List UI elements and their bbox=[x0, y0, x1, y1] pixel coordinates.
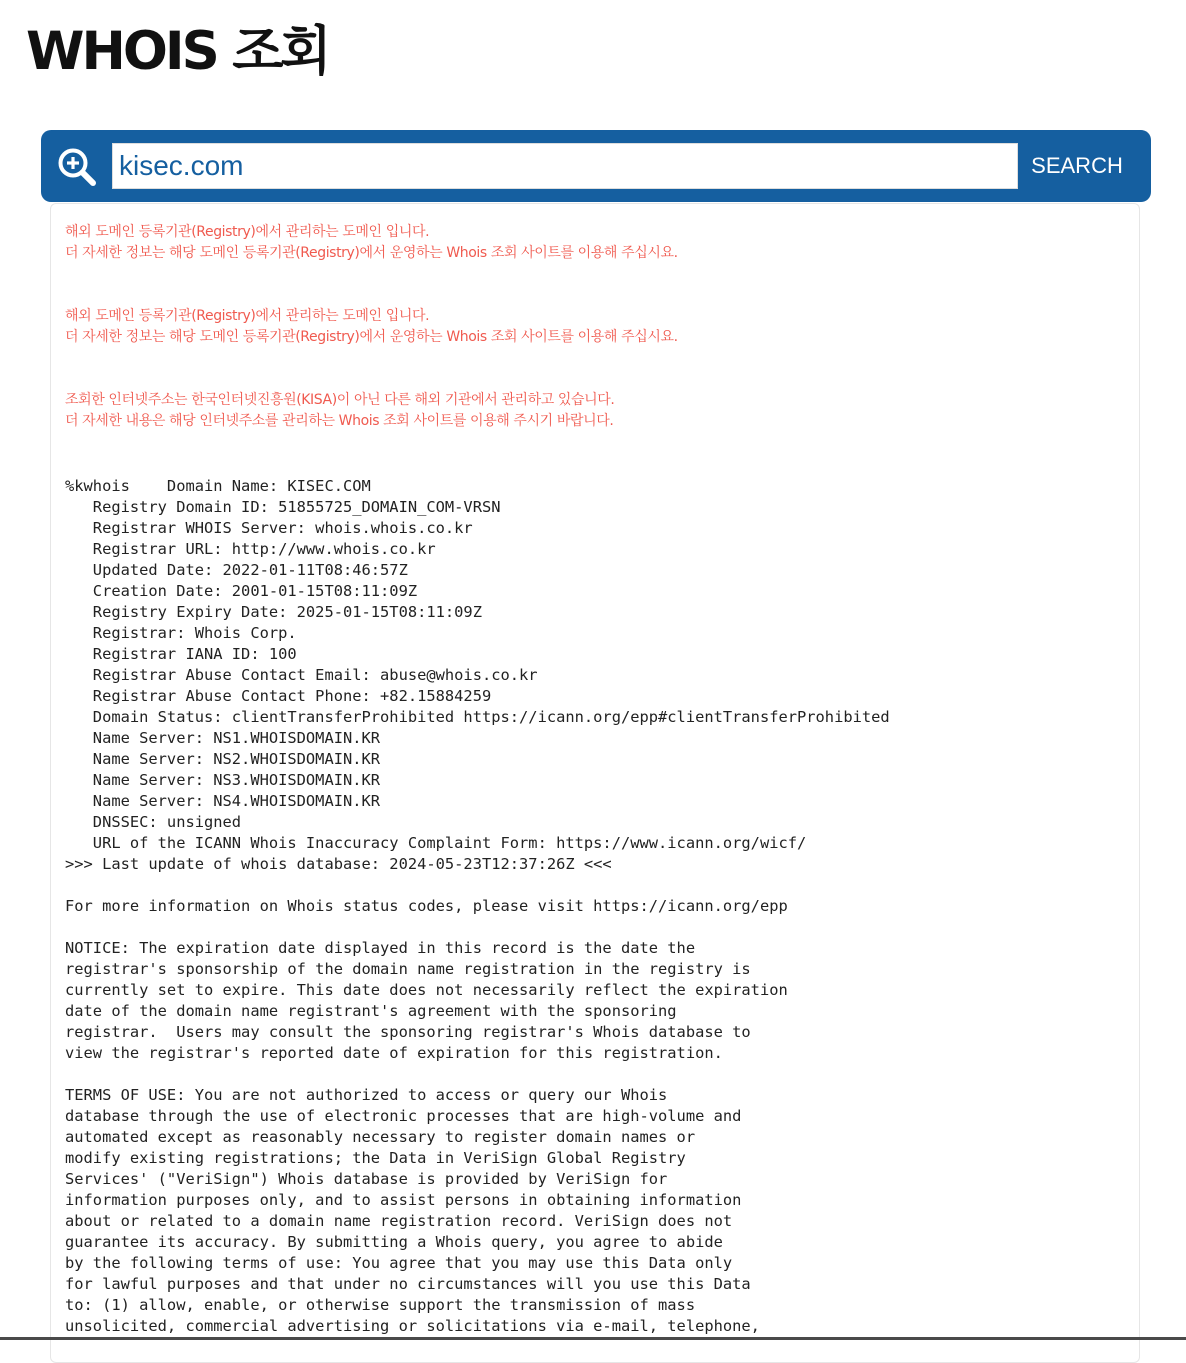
search-button[interactable]: SEARCH bbox=[1018, 143, 1136, 189]
notice-line: 더 자세한 정보는 해당 도메인 등록기관(Registry)에서 운영하는 Whois 조회 사이트를 이용해 주십시요. bbox=[65, 329, 678, 345]
notice-line: 해외 도메인 등록기관(Registry)에서 관리하는 도메인 입니다. bbox=[65, 224, 430, 240]
ip-address-notice bbox=[65, 390, 1125, 432]
whois-result-panel bbox=[50, 203, 1140, 1363]
registry-notice bbox=[65, 306, 1125, 348]
zoom-in-search-icon[interactable] bbox=[57, 147, 97, 187]
search-bar bbox=[41, 130, 1151, 202]
notice-line: 조회한 인터넷주소는 한국인터넷진흥원(KISA)이 아닌 다른 해외 기관에서 관리하고 있습니다. bbox=[65, 392, 615, 408]
whois-raw-output: %kwhois Domain Name: KISEC.COM Registry Domain ID: 51855725_DOMAIN_COM-VRSN Registrar WHOIS Server: whois.whois.co.kr Registrar URL: http://www.whois.co.kr Updated Date: 2022-01-11T08:46:57Z Creation Date: 2001-01-15T08:11:09Z Registry Expiry Date: 2025-01-15T08:11:09Z Registrar: Whois Corp. Registrar IANA ID: 100 Registrar Abuse Contact Email: abuse@whois.co.kr Registrar Abuse Contact Phone: +82.15884259 Domain Status: clientTransferProhibited https://icann.org/epp#clientTransferProhibited Name Server: NS1.WHOISDOMAIN.KR Name Server: NS2.WHOISDOMAIN.KR Name Server: NS3.WHOISDOMAIN.KR Name Server: NS4.WHOISDOMAIN.KR DNSSEC: unsigned URL of the ICANN Whois Inaccuracy Complaint Form: https://www.icann.org/wicf/ >>> Last update of whois database: 2024-05-23T12:37:26Z <<< For more information on Whois status codes, please visit https://icann.org/epp NOTICE: The expiration date displayed in this record is the date the registrar's sponsorship of the domain name registration in the registry is currently set to expire. This date does not necessarily reflect the expiration date of the domain name registrant's agreement with the sponsoring registrar. Users may consult the sponsoring registrar's Whois database to view the registrar's reported date of expiration for this registration. TERMS OF USE: You are not authorized to access or query our Whois database through the use of electronic processes that are high-volume and automated except as reasonably necessary to register domain names or modify existing registrations; the Data in VeriSign Global Registry Services' ("VeriSign") Whois database is provided by VeriSign for information purposes only, and to assist persons in obtaining information about or related to a domain name registration record. VeriSign does not guarantee its accuracy. By submitting a Whois query, you agree to abide by the following terms of use: You agree that you may use this Data only for lawful purposes and that under no circumstances will you use this Data to: (1) allow, enable, or otherwise support the transmission of mass unsolicited, commercial advertising or solicitations via e-mail, telephone, bbox=[65, 477, 890, 1335]
notice-line: 더 자세한 내용은 해당 인터넷주소를 관리하는 Whois 조회 사이트를 이용해 주시기 바랍니다. bbox=[65, 413, 614, 429]
registry-notice bbox=[65, 222, 1125, 264]
notice-line: 해외 도메인 등록기관(Registry)에서 관리하는 도메인 입니다. bbox=[65, 308, 430, 324]
domain-search-input[interactable] bbox=[112, 143, 1018, 189]
page-title: WHOIS 조회 bbox=[26, 21, 329, 82]
notice-line: 더 자세한 정보는 해당 도메인 등록기관(Registry)에서 운영하는 Whois 조회 사이트를 이용해 주십시요. bbox=[65, 245, 678, 261]
